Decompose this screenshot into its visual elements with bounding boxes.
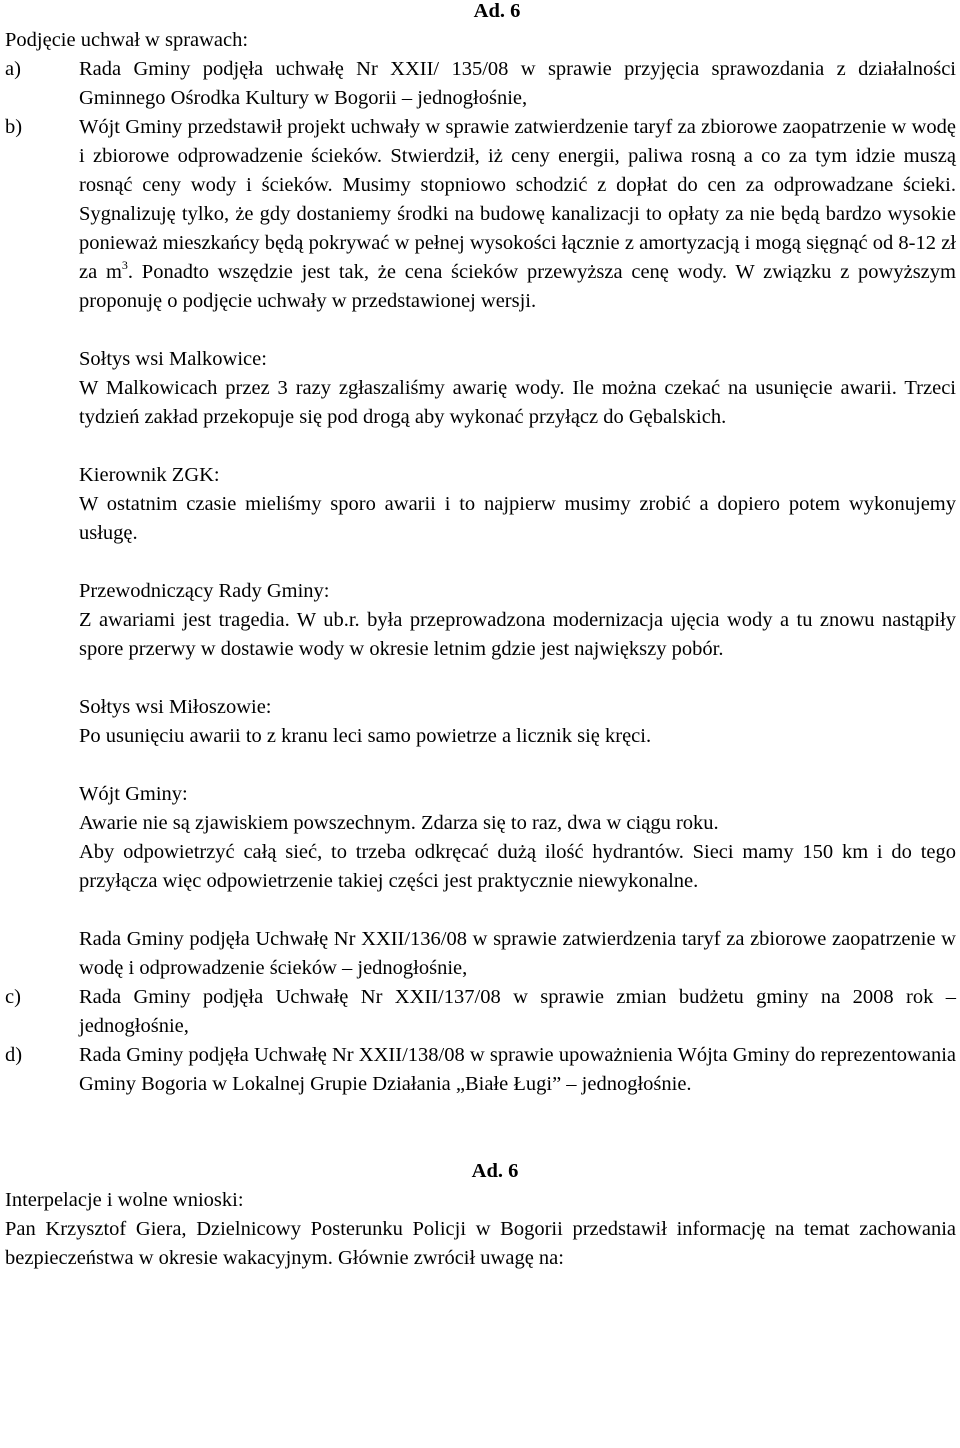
list-marker: d) [5,1044,23,1066]
text-segment: . Ponadto wszędzie jest tak, że cena ścieków przewyższa cenę wody. W związku z powyższym proponuję o podjęcie uchwały w przedstawionej wersji. [79,261,956,312]
list-item-b [5,113,956,316]
speaker-statement: Aby odpowietrzyć całą sieć, to trzeba odkręcać dużą ilość hydrantów. Sieci mamy 150 km i do tego przyłącza więc odpowietrzenie takiej części jest praktycznie niewykonalne. [79,841,956,892]
list-item-c [5,983,956,1041]
speaker-statement: W ostatnim czasie mieliśmy sporo awarii i to najpierw musimy zrobić a dopiero potem wykonujemy usługę. [79,493,956,544]
spacer [5,896,956,925]
section-heading-ad6: Ad. 6 [473,0,521,22]
list-item-text [79,113,956,316]
speaker-label: Sołtys wsi Malkowice: [79,348,267,370]
list-item-a [5,55,956,113]
speaker-label: Sołtys wsi Miłoszowie: [79,696,272,718]
list-item-text: Rada Gminy podjęła uchwałę Nr XXII/ 135/08 w sprawie przyjęcia sprawozdania z działalności Gminnego Ośrodka Kultury w Bogorii – jednogłośnie, [79,58,956,109]
section-intro: Podjęcie uchwał w sprawach: [5,29,249,51]
list-item-text: Rada Gminy podjęła Uchwałę Nr XXII/138/08 w sprawie upoważnienia Wójta Gminy do reprezentowania Gminy Bogoria w Lokalnej Grupie Działania „Białe Ługi” – jednogłośnie. [79,1044,956,1095]
speaker-statement: Po usunięciu awarii to z kranu leci samo powietrze a licznik się kręci. [79,725,652,747]
spacer [5,1099,956,1157]
superscript: 3 [121,258,128,272]
section-paragraph: Pan Krzysztof Giera, Dzielnicowy Posterunku Policji w Bogorii przedstawił informację na temat zachowania bezpieczeństwa w okresie wakacyjnym. Głównie zwrócił uwagę na: [5,1218,956,1269]
list-item-text: Rada Gminy podjęła Uchwałę Nr XXII/137/08 w sprawie zmian budżetu gminy na 2008 rok – jednogłośnie, [79,986,956,1037]
list-marker: a) [5,58,21,80]
list-marker: b) [5,116,23,138]
speaker-label: Wójt Gminy: [79,783,188,805]
list-item-d [5,1041,956,1099]
document-body [5,26,956,1273]
speaker-statement: Z awariami jest tragedia. W ub.r. była przeprowadzona modernizacja ujęcia wody a tu znowu nastąpiły spore przerwy w dostawie wody w okresie letnim gdzie jest największy pobór. [79,609,956,660]
section-title: Interpelacje i wolne wnioski: [5,1189,244,1211]
text-segment: Wójt Gminy przedstawił projekt uchwały w sprawie zatwierdzenie taryf za zbiorowe zaopatrzenie w wodę i zbiorowe odprowadzenie ścieków. Stwierdził, iż ceny energii, paliwa rosną a co za tym idzie muszą rosnąć ceny wody i ścieków. Musimy stopniowo schodzić z dopłat do cen za odprowadzane ścieki. Sygnalizuję tylko, że gdy dostaniemy środki na budowę kanalizacji to opłaty za nie będą bardzo wysokie ponieważ mieszkańcy będą pokrywać w pełnej wysokości łącznie z amortyzacją i mogą sięgnąć od 8-12 zł za m [79,116,956,283]
list-marker: c) [5,986,21,1008]
speaker-statement: Awarie nie są zjawiskiem powszechnym. Zdarza się to raz, dwa w ciągu roku. [79,812,719,834]
resolution-paragraph: Rada Gminy podjęła Uchwałę Nr XXII/136/08 w sprawie zatwierdzenia taryf za zbiorowe zaopatrzenie w wodę i odprowadzenie ścieków – jednogłośnie, [79,928,956,979]
speaker-label: Kierownik ZGK: [79,464,220,486]
speaker-label: Przewodniczący Rady Gminy: [79,580,330,602]
speaker-statement: W Malkowicach przez 3 razy zgłaszaliśmy awarię wody. Ile można czekać na usunięcie awarii. Trzeci tydzień zakład przekopuje się pod drogą aby wykonać przyłącz do Gębalskich. [79,377,956,428]
section-heading-ad6-second: Ad. 6 [471,1160,519,1182]
